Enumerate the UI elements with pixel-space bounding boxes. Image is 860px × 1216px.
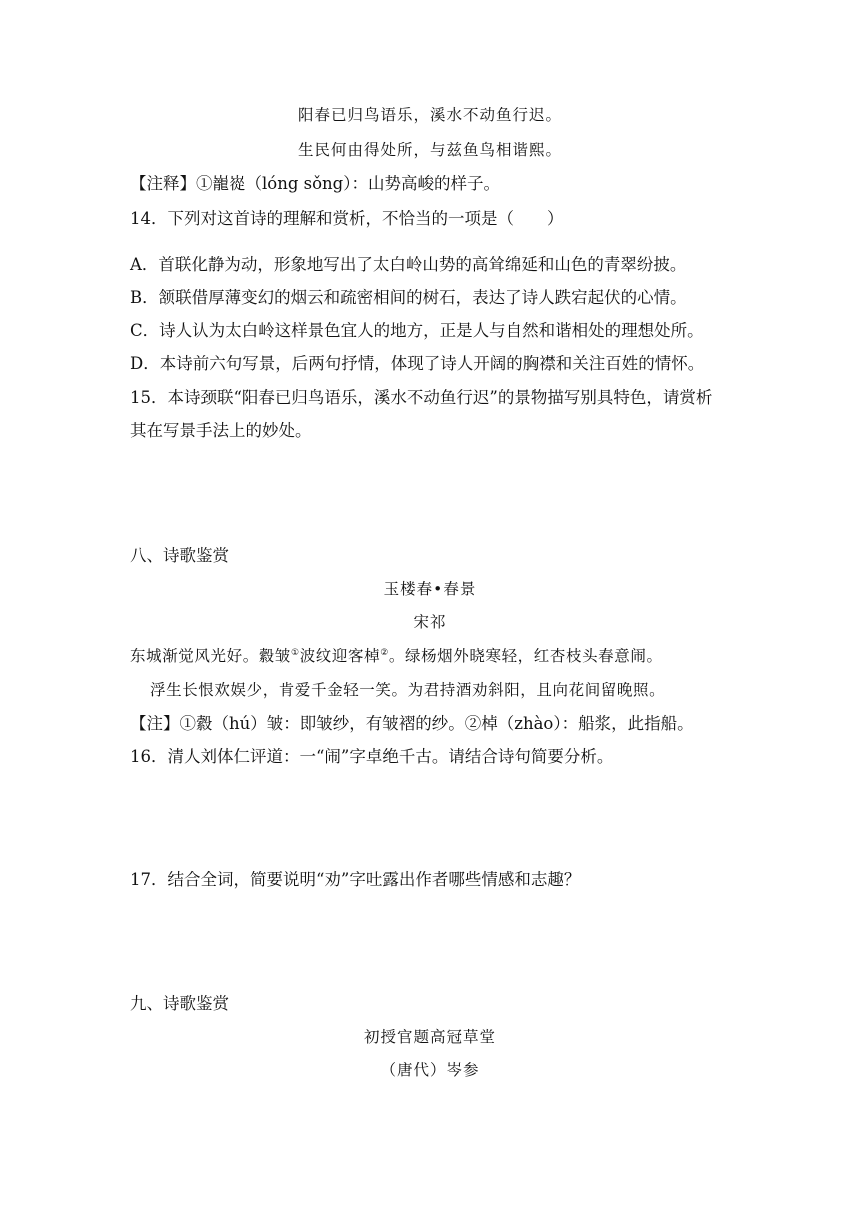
footnote-marker: ① [291, 647, 300, 658]
poem-title: 初授官题高冠草堂 [363, 1028, 496, 1046]
poem-line: 阳春已归鸟语乐，溪水不动鱼行迟。 [297, 106, 562, 124]
poem-text: 波纹迎客棹 [299, 647, 381, 665]
section-heading: 八、诗歌鉴赏 [130, 546, 229, 565]
question-17: 17．结合全词，简要说明“劝”字吐露出作者哪些情感和志趣？ [130, 870, 581, 889]
option-a: A．首联化静为动，形象地写出了太白岭山势的高耸绵延和山色的青翠纷披。 [130, 255, 687, 274]
question-14-stem: 14．下列对这首诗的理解和赏析，不恰当的一项是（ ） [130, 209, 564, 228]
poem-line: 浮生长恨欢娱少，肯爱千金轻一笑。为君持酒劝斜阳，且向花间留晚照。 [150, 681, 666, 699]
option-b: B．颔联借厚薄变幻的烟云和疏密相间的树石，表达了诗人跌宕起伏的心情。 [130, 288, 687, 307]
poem-title: 玉楼春•春景 [383, 580, 477, 598]
section-heading: 九、诗歌鉴赏 [130, 994, 229, 1013]
poem-author: 宋祁 [413, 613, 447, 631]
question-16: 16．清人刘体仁评道：一“闹”字卓绝千古。请结合诗句简要分析。 [130, 747, 614, 766]
poem-text: 。绿杨烟外晓寒轻，红杏枝头春意闹。 [388, 647, 663, 665]
poem-text: 东城渐觉风光好。縠皱 [130, 647, 292, 665]
question-15-line: 15．本诗颈联“阳春已归鸟语乐，溪水不动鱼行迟”的景物描写别具特色，请赏析 [130, 388, 713, 407]
annotation-note: 【注释】①巃嵸（lóng sǒng）：山势高峻的样子。 [130, 174, 500, 193]
poem-line: 生民何由得处所，与兹鱼鸟相谐熙。 [297, 141, 562, 159]
footnote-marker: ② [380, 647, 389, 658]
option-c: C．诗人认为太白岭这样景色宜人的地方，正是人与自然和谐相处的理想处所。 [130, 321, 704, 340]
question-15-line: 其在写景手法上的妙处。 [130, 421, 312, 440]
poem-line [130, 645, 663, 667]
annotation-note: 【注】①縠（hú）皱：即皱纱，有皱褶的纱。②棹（zhào）：船浆，此指船。 [130, 714, 694, 733]
option-d: D．本诗前六句写景，后两句抒情，体现了诗人开阔的胸襟和关注百姓的情怀。 [130, 354, 705, 373]
poem-author: （唐代）岑参 [380, 1061, 480, 1079]
